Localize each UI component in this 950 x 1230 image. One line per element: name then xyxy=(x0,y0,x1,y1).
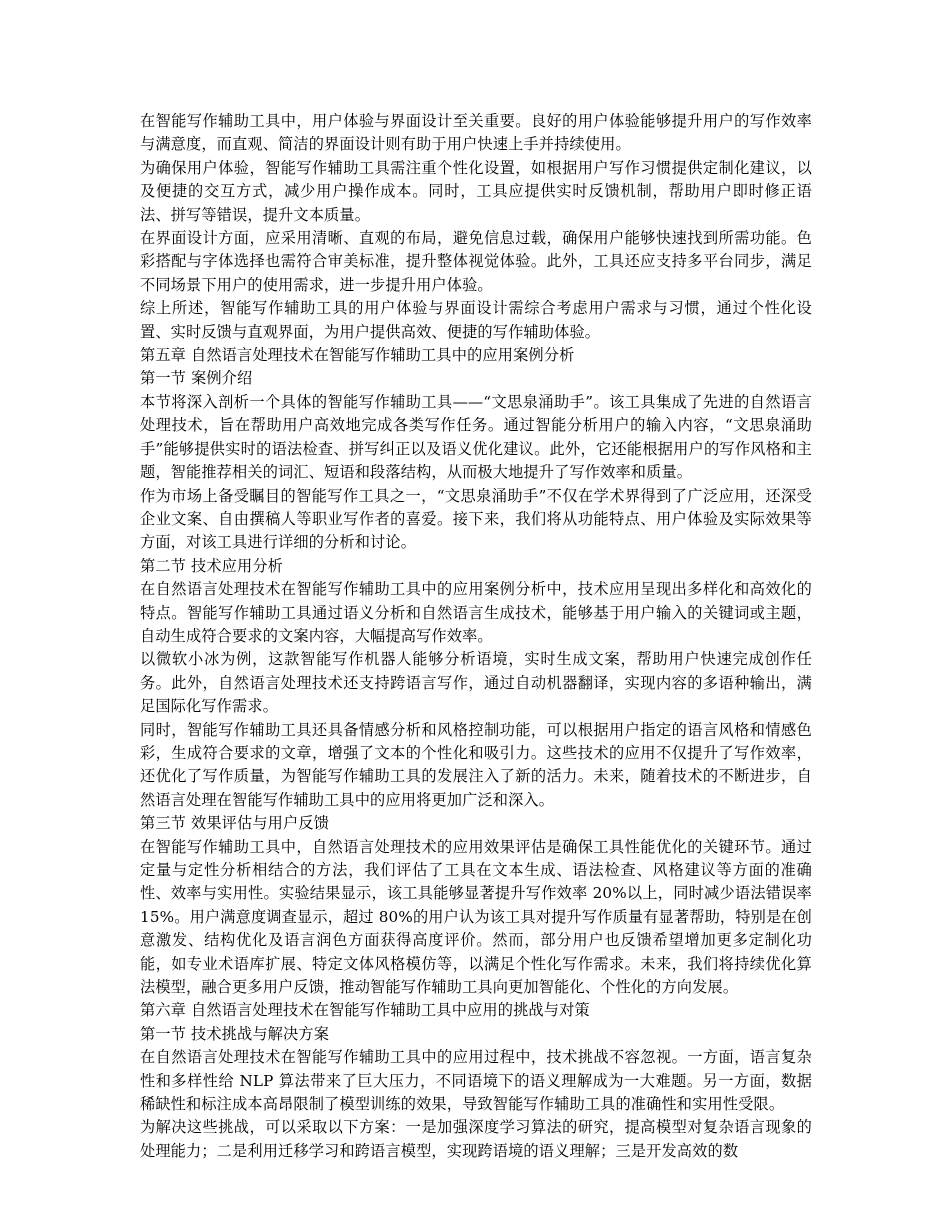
paragraph-solutions: 为解决这些挑战，可以采取以下方案：一是加强深度学习算法的研究，提高模型对复杂语言现象的处理能力；二是利用迁移学习和跨语言模型，实现跨语境的语义理解；三是开发高效的数 xyxy=(140,1118,812,1160)
paragraph-interface-design: 在界面设计方面，应采用清晰、直观的布局，避免信息过载，确保用户能够快速找到所需功能。色彩搭配与字体选择也需符合审美标准，提升整体视觉体验。此外，工具还应支持多平台同步，满足不同场景下用户的使用需求，进一步提升用户体验。 xyxy=(140,229,812,294)
paragraph-ux-summary: 综上所述，智能写作辅助工具的用户体验与界面设计需综合考虑用户需求与习惯，通过个性化设置、实时反馈与直观界面，为用户提供高效、便捷的写作辅助体验。 xyxy=(140,299,812,341)
paragraph-case-market: 作为市场上备受瞩目的智能写作工具之一，“文思泉涌助手”不仅在学术界得到了广泛应用，还深受企业文案、自由撰稿人等职业写作者的喜爱。接下来，我们将从功能特点、用户体验及实际效果等方面，对该工具进行详细的分析和讨论。 xyxy=(140,486,812,552)
paragraph-emotion-style: 同时，智能写作辅助工具还具备情感分析和风格控制功能，可以根据用户指定的语言风格和情感色彩，生成符合要求的文章，增强了文本的个性化和吸引力。这些技术的应用不仅提升了写作效率，还优化了写作质量，为智能写作辅助工具的发展注入了新的活力。未来，随着技术的不断进步，自然语言处理在智能写作辅助工具中的应用将更加广泛和深入。 xyxy=(140,720,812,809)
section-1-heading: 第一节 案例介绍 xyxy=(140,369,253,388)
chapter-6-heading: 第六章 自然语言处理技术在智能写作辅助工具中应用的挑战与对策 xyxy=(140,1001,590,1020)
paragraph-case-intro: 本节将深入剖析一个具体的智能写作辅助工具——“文思泉涌助手”。该工具集成了先进的自然语言处理技术，旨在帮助用户高效地完成各类写作任务。通过智能分析用户的输入内容，“文思泉涌助手”能够提供实时的语法检查、拼写纠正以及语义优化建议。此外，它还能根据用户的写作风格和主题，智能推荐相关的词汇、短语和段落结构，从而极大地提升了写作效率和质量。 xyxy=(140,392,812,482)
paragraph-ux-importance: 在智能写作辅助工具中，用户体验与界面设计至关重要。良好的用户体验能够提升用户的写作效率与满意度，而直观、简洁的界面设计则有助于用户快速上手并持续使用。 xyxy=(140,112,812,154)
section-2-heading: 第二节 技术应用分析 xyxy=(140,556,284,575)
document-page xyxy=(140,110,812,1163)
section-6-1-heading: 第一节 技术挑战与解决方案 xyxy=(140,1024,330,1043)
paragraph-evaluation: 在智能写作辅助工具中，自然语言处理技术的应用效果评估是确保工具性能优化的关键环节。通过定量与定性分析相结合的方法，我们评估了工具在文本生成、语法检查、风格建议等方面的准确性、效率与实用性。实验结果显示，该工具能够显著提升写作效率 20%以上，同时减少语法错误率 15%。用户满意度调查显示，超过 80%的用户认为该工具对提升写作质量有显著帮助，特别是在创意激发、结构优化及语言润色方面获得高度评价。然而，部分用户也反馈希望增加更多定制化功能，如专业术语库扩展、特定文体风格模仿等，以满足个性化写作需求。未来，我们将持续优化算法模型，融合更多用户反馈，推动智能写作辅助工具向更加智能化、个性化的方向发展。 xyxy=(140,837,812,997)
paragraph-tech-challenges: 在自然语言处理技术在智能写作辅助工具中的应用过程中，技术挑战不容忽视。一方面，语言复杂性和多样性给 NLP 算法带来了巨大压力，不同语境下的语义理解成为一大难题。另一方面，数据稀缺性和标注成本高昂限制了模型训练的效果，导致智能写作辅助工具的准确性和实用性受限。 xyxy=(140,1048,812,1114)
chapter-5-heading: 第五章 自然语言处理技术在智能写作辅助工具中的应用案例分析 xyxy=(140,346,575,365)
section-3-heading: 第三节 效果评估与用户反馈 xyxy=(140,814,330,833)
paragraph-tech-application: 在自然语言处理技术在智能写作辅助工具中的应用案例分析中，技术应用呈现出多样化和高效化的特点。智能写作辅助工具通过语义分析和自然语言生成技术，能够基于用户输入的关键词或主题，自动生成符合要求的文案内容，大幅提高写作效率。 xyxy=(140,580,812,645)
paragraph-ux-personalization: 为确保用户体验，智能写作辅助工具需注重个性化设置，如根据用户写作习惯提供定制化建议，以及便捷的交互方式，减少用户操作成本。同时，工具应提供实时反馈机制，帮助用户即时修正语法、拼写等错误，提升文本质量。 xyxy=(140,158,812,224)
paragraph-xiaoice-example: 以微软小冰为例，这款智能写作机器人能够分析语境，实时生成文案，帮助用户快速完成创作任务。此外，自然语言处理技术还支持跨语言写作，通过自动机器翻译，实现内容的多语种输出，满足国际化写作需求。 xyxy=(140,650,812,716)
